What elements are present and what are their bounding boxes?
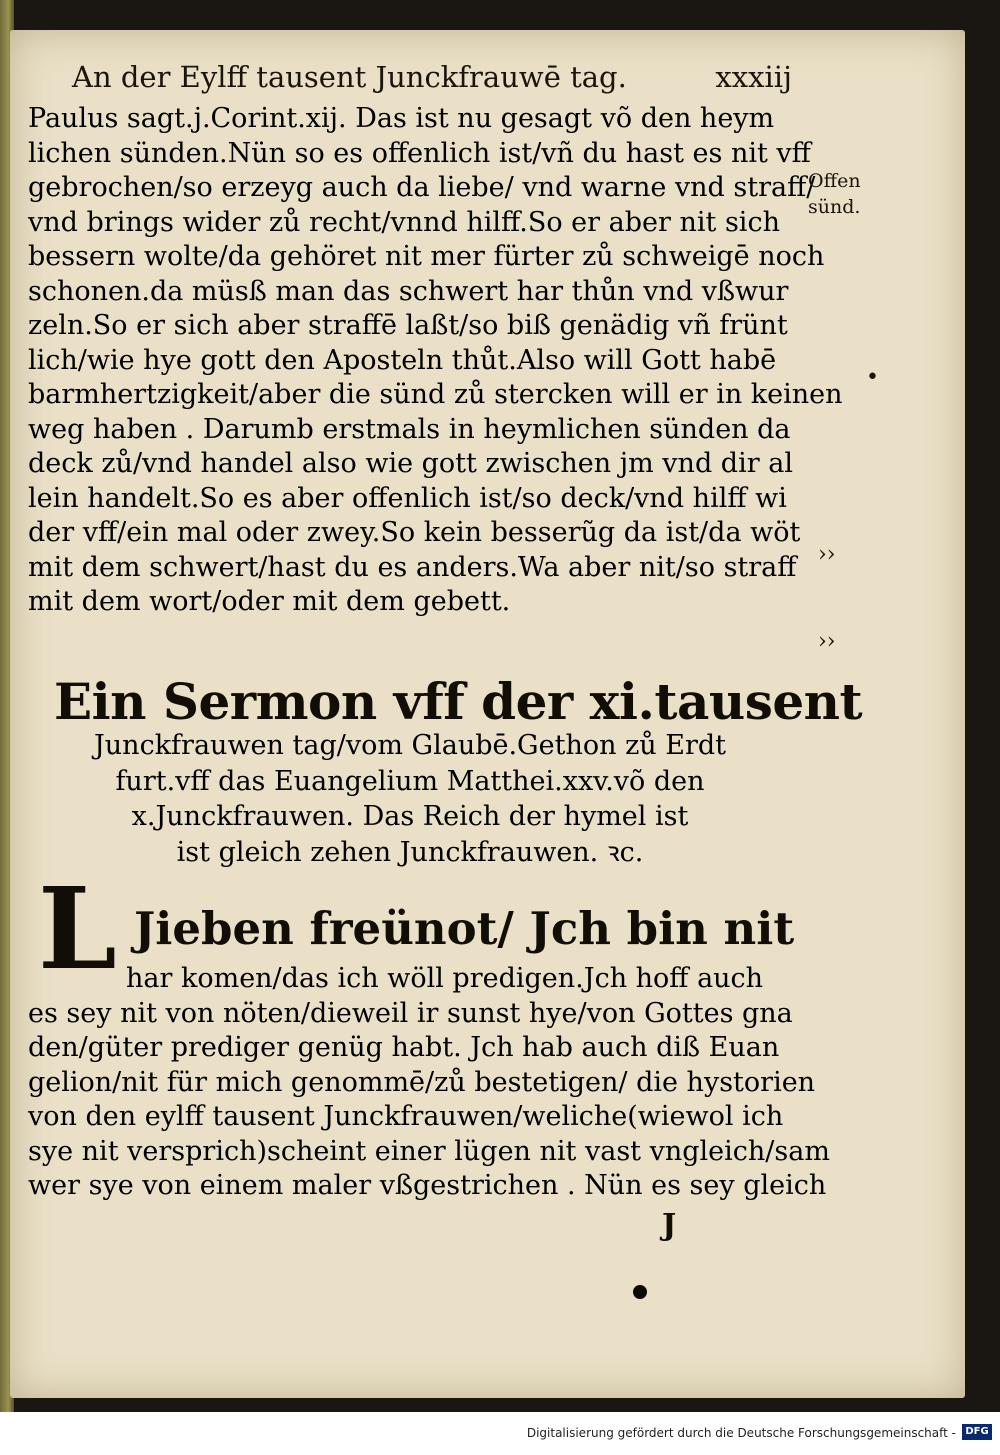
text-line: zeln.So er sich aber straffē laßt/so biß genädig vñ frünt <box>28 310 788 341</box>
dfg-logo-icon: DFG <box>962 1424 992 1440</box>
text-line: mit dem wort/oder mit dem gebett. <box>28 586 511 617</box>
margin-mark: • <box>866 365 879 390</box>
subtitle-line: Junckfrauwen tag/vom Glaubē.Gethon zů Erdt <box>93 730 727 761</box>
text-line: barmhertzigkeit/aber die sünd zů stercken will er in keinen <box>28 379 843 410</box>
folio-number: xxxiij <box>715 60 792 94</box>
text-line: von den eylff tausent Junckfrauwen/weliche(wiewol ich <box>28 1101 784 1132</box>
sermon-title: Ein Sermon vff der xi.tausent <box>54 672 863 731</box>
text-line: den/güter prediger genüg habt. Jch hab auch diß Euan <box>28 1032 780 1063</box>
text-line: bessern wolte/da gehöret nit mer fürter zů schweigē noch <box>28 241 825 272</box>
running-header <box>72 60 792 94</box>
text-line: schonen.da müsß man das schwert har thůn vnd vßwur <box>28 275 789 307</box>
text-line: gelion/nit für mich genommē/zů bestetigen/ die hystorien <box>28 1066 816 1098</box>
text-line: der vff/ein mal oder zwey.So kein besserũg da ist/da wöt <box>28 517 801 548</box>
text-line: lichen sünden.Nün so es offenlich ist/vñ du hast es nit vff <box>28 137 811 169</box>
text-line: weg haben . Darumb erstmals in heymlichen sünden da <box>28 413 791 445</box>
subtitle-line: x.Junckfrauwen. Das Reich der hymel ist <box>131 801 689 832</box>
margin-mark: ›› <box>818 542 836 567</box>
text-line: vnd brings wider zů recht/vnnd hilff.So er aber nit sich <box>28 206 780 238</box>
footer-bar <box>0 1412 1000 1455</box>
margin-note <box>808 168 861 220</box>
running-title: An der Eylff tausent Junckfrauwē tag. <box>72 60 627 94</box>
margin-marks <box>806 300 879 688</box>
text-line: Paulus sagt.j.Corint.xij. Das ist nu gesagt võ den heym <box>28 103 775 134</box>
text-line: es sey nit von nöten/dieweil ir sunst hye/von Gottes gna <box>28 997 793 1029</box>
text-line: har komen/das ich wöll predigen.Jch hoff auch <box>126 963 764 994</box>
text-line: gebrochen/so erzeyg auch da liebe/ vnd warne vnd straff/ <box>28 172 816 203</box>
margin-mark: ›› <box>818 629 836 654</box>
paragraph-2 <box>28 962 830 1204</box>
ink-dot <box>633 1285 647 1299</box>
text-line: deck zů/vnd handel also wie gott zwischen jm vnd dir al <box>28 448 793 479</box>
decorated-initial: L <box>38 864 117 995</box>
sermon-subtitle <box>60 728 760 870</box>
text-line: lein handelt.So es aber offenlich ist/so deck/vnd hilff wi <box>28 482 787 514</box>
text-line: sye nit versprich)scheint einer lügen nit vast vngleich/sam <box>28 1135 830 1167</box>
subtitle-line: furt.vff das Euangelium Matthei.xxv.võ den <box>115 765 705 797</box>
text-line: wer sye von einem maler vßgestrichen . Nün es sey gleich <box>28 1170 827 1201</box>
incipit-line: Jieben freünot/ Jch bin nit <box>134 902 795 955</box>
margin-note-line: Offen <box>808 170 861 192</box>
paragraph-1 <box>28 102 843 620</box>
margin-note-line: sünd. <box>808 196 861 218</box>
text-line: lich/wie hye gott den Aposteln thůt.Also will Gott habē <box>28 344 777 376</box>
footer-credit: Digitalisierung gefördert durch die Deutsche Forschungsgemeinschaft - <box>526 1426 956 1440</box>
signature-mark: J <box>662 1208 677 1243</box>
subtitle-line: ist gleich zehen Junckfrauwen. ꝛc. <box>176 836 644 868</box>
text-line: mit dem schwert/hast du es anders.Wa aber nit/so straff <box>28 551 797 583</box>
